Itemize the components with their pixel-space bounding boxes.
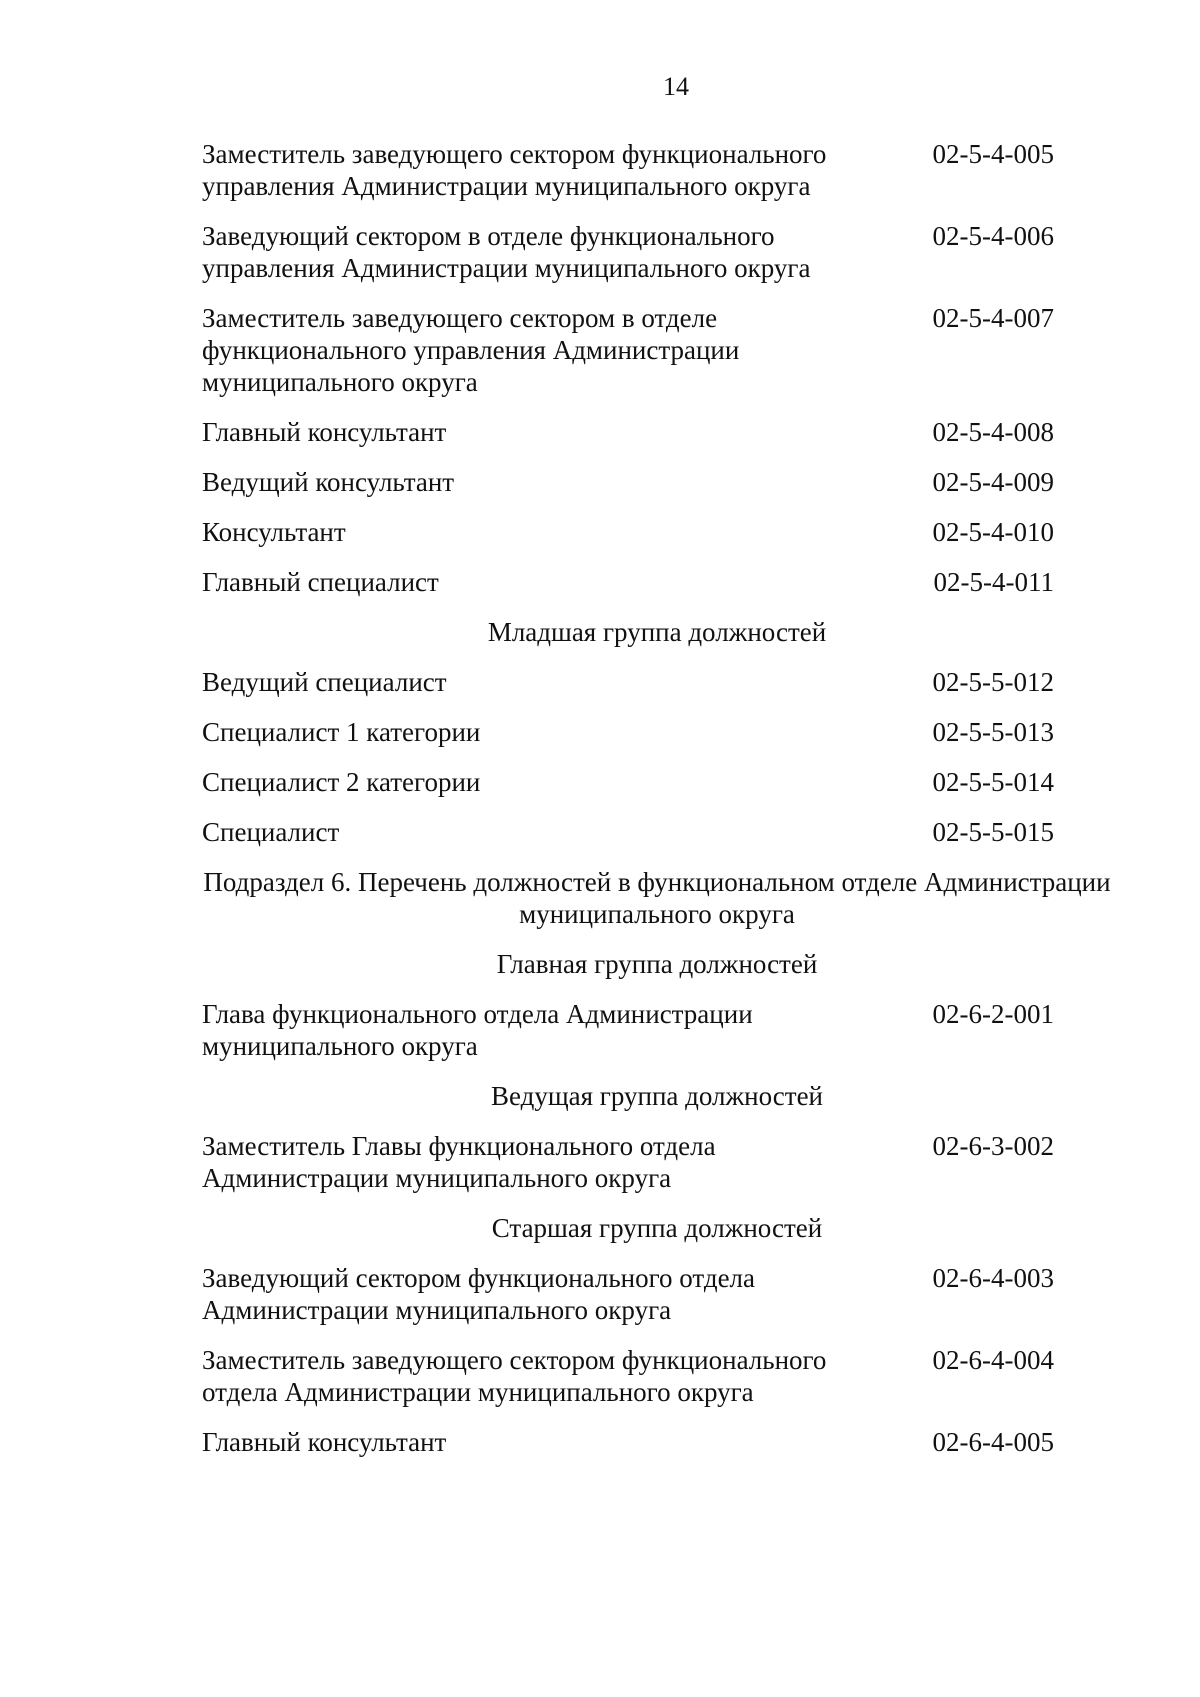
position-code: 02-5-5-014: [932, 767, 1054, 797]
subsection-heading: Подраздел 6. Перечень должностей в функциональном отделе Администрации муниципального округа: [203, 867, 1111, 929]
position-entry: [202, 138, 1054, 202]
position-title: Заместитель Главы функционального отдела Администрации муниципального округа: [202, 1131, 716, 1193]
position-title: Глава функционального отдела Администрации муниципального округа: [202, 999, 753, 1061]
position-title: Заведующий сектором функционального отдела Администрации муниципального округа: [202, 1263, 756, 1325]
position-title: Ведущий специалист: [202, 667, 447, 697]
position-entry: [202, 666, 1054, 698]
position-entry: [202, 516, 1054, 548]
position-title: Консультант: [202, 517, 346, 547]
position-code: 02-5-5-012: [932, 667, 1054, 697]
position-code: 02-5-4-008: [932, 417, 1054, 447]
position-entry: [202, 566, 1054, 598]
position-code: 02-5-5-015: [932, 817, 1054, 847]
position-code: 02-5-4-010: [932, 517, 1054, 547]
position-entry: [202, 816, 1054, 848]
position-title: Заведующий сектором в отделе функционального управления Администрации муниципального округа: [202, 221, 811, 283]
position-code: 02-5-4-006: [932, 221, 1054, 251]
position-code: 02-5-4-011: [933, 567, 1054, 597]
position-title: Главный специалист: [202, 567, 439, 597]
group-heading: Старшая группа должностей: [491, 1213, 823, 1243]
position-title: Заместитель заведующего сектором функционального отдела Администрации муниципального округа: [202, 1345, 827, 1407]
position-entry: [202, 416, 1054, 448]
position-title: Главный консультант: [202, 1427, 447, 1457]
position-title: Ведущий консультант: [202, 467, 455, 497]
position-entry: [202, 302, 1054, 398]
position-entry: [202, 998, 1054, 1062]
position-code: 02-5-4-007: [932, 303, 1054, 333]
position-code: 02-5-4-009: [932, 467, 1054, 497]
page-number: 14: [663, 72, 689, 101]
position-entry: [202, 1426, 1054, 1458]
position-code: 02-5-4-005: [932, 139, 1054, 169]
position-code: 02-6-4-004: [932, 1345, 1054, 1375]
position-title: Специалист: [202, 817, 340, 847]
position-title: Специалист 2 категории: [202, 767, 481, 797]
position-entry: [202, 466, 1054, 498]
position-code: 02-6-2-001: [932, 999, 1054, 1029]
position-title: Специалист 1 категории: [202, 717, 481, 747]
position-title: Заместитель заведующего сектором в отделе функционального управления Администрации муниципального округа: [202, 303, 740, 397]
position-entry: [202, 716, 1054, 748]
position-entry: [202, 1344, 1054, 1408]
group-heading: Младшая группа должностей: [487, 617, 827, 647]
position-entry: [202, 220, 1054, 284]
position-code: 02-6-3-002: [932, 1131, 1054, 1161]
position-entry: [202, 1262, 1054, 1326]
position-title: Главный консультант: [202, 417, 447, 447]
position-title: Заместитель заведующего сектором функционального управления Администрации муниципального округа: [202, 139, 827, 201]
group-heading: Главная группа должностей: [496, 949, 818, 979]
group-heading: Ведущая группа должностей: [490, 1081, 823, 1111]
position-code: 02-6-4-003: [932, 1263, 1054, 1293]
position-code: 02-6-4-005: [932, 1427, 1054, 1457]
position-entry: [202, 766, 1054, 798]
positions-list: [202, 138, 1111, 1476]
position-code: 02-5-5-013: [932, 717, 1054, 747]
position-entry: [202, 1130, 1054, 1194]
